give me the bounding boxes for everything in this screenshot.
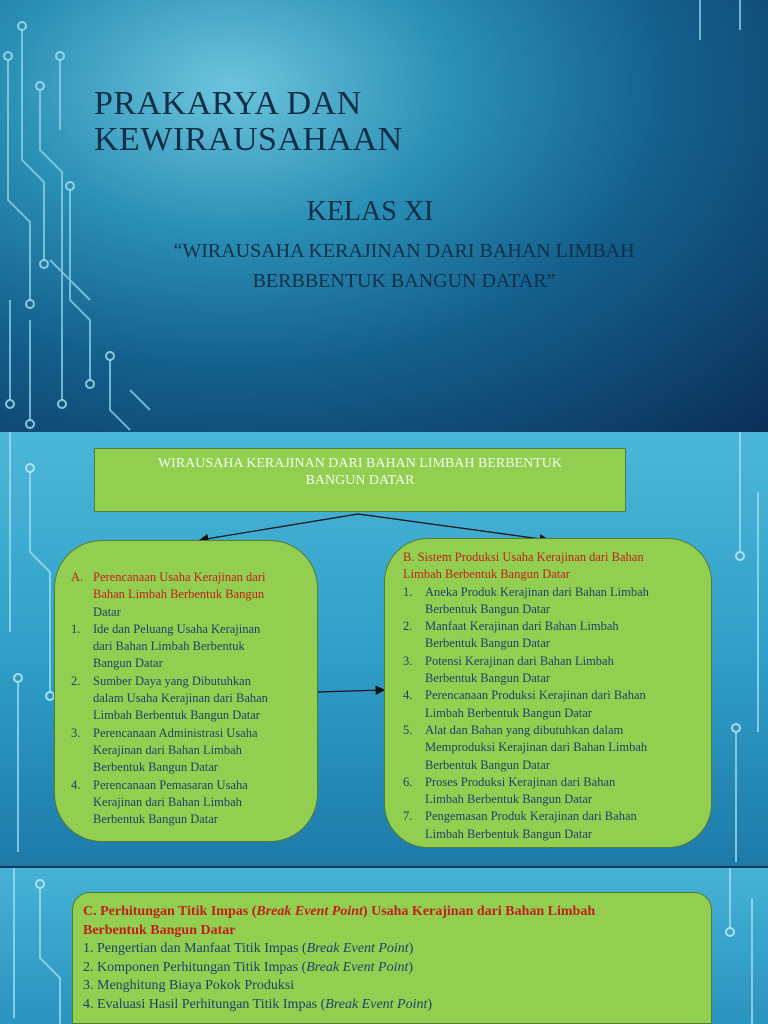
item-number: 1. [403, 584, 413, 599]
item-number: 1. [71, 621, 81, 636]
section-a-marker: A. [71, 570, 84, 584]
section-a-heading-line-2: Bahan Limbah Berbentuk Bangun [93, 587, 265, 602]
item-text: Aneka Produk Kerajinan dari Bahan Limbah [425, 584, 649, 599]
list-item [71, 673, 307, 725]
item-text: 2. Komponen Perhitungan Titik Impas ( [83, 959, 307, 975]
item-text: Limbah Berbentuk Bangun Datar [425, 826, 592, 841]
section-c-heading [83, 903, 699, 940]
item-text: Limbah Berbentuk Bangun Datar [93, 708, 260, 723]
item-text: Perencanaan Produksi Kerajinan dari Bahan [425, 688, 646, 703]
item-number: 5. [403, 722, 413, 737]
title-line-2: KEWIRAUSAHAAN [94, 121, 403, 158]
item-number: 3. [71, 725, 81, 740]
item-text: Berbentuk Bangun Datar [93, 812, 218, 827]
section-a-box [54, 540, 318, 842]
item-text: Bangun Datar [93, 656, 163, 671]
item-number: 4. [403, 688, 413, 703]
item-number: 2. [403, 619, 413, 634]
list-item [403, 774, 701, 809]
section-a-heading-line-3: Datar [93, 604, 121, 619]
section-b-heading-line-1: B. Sistem Produksi Usaha Kerajinan dari Bahan [403, 550, 644, 564]
section-c-heading-line-2: Berbentuk Bangun Datar [83, 922, 236, 938]
main-topic-line-2: BANGUN DATAR [305, 473, 415, 488]
item-emphasis: Break Event Point [306, 941, 409, 956]
section-c-heading-part: C. Perhitungan Titik Impas ( [83, 904, 257, 919]
item-text: dari Bahan Limbah Berbentuk [93, 639, 245, 654]
section-a-heading-line-1: Perencanaan Usaha Kerajinan dari [93, 570, 266, 584]
item-text: Berbentuk Bangun Datar [425, 671, 550, 686]
item-number: 7. [403, 809, 413, 824]
item-number: 2. [71, 673, 81, 688]
subtitle-line-1: “WIRAUSAHA KERAJINAN DARI BAHAN LIMBAH [173, 240, 635, 262]
section-c-heading-part: ) Usaha Kerajinan dari Bahan Limbah [362, 904, 596, 919]
list-item [71, 777, 307, 829]
list-item [83, 996, 699, 1015]
subtitle-line-2: BERBBENTUK BANGUN DATAR” [252, 270, 556, 292]
list-item [83, 940, 699, 959]
item-text: Alat dan Bahan yang dibutuhkan dalam [425, 722, 624, 737]
list-item [403, 653, 701, 688]
item-text: Perencanaan Administrasi Usaha [93, 725, 258, 740]
item-text: Sumber Daya yang Dibutuhkan [93, 673, 251, 688]
item-text: 3. Menghitung Biaya Pokok Produksi [83, 978, 295, 993]
item-text: Proses Produksi Kerajinan dari Bahan [425, 774, 616, 789]
item-text: dalam Usaha Kerajinan dari Bahan [93, 691, 268, 706]
item-text: Memproduksi Kerajinan dari Bahan Limbah [425, 740, 648, 755]
item-text: ) [408, 941, 414, 956]
list-item [403, 808, 701, 843]
list-item [403, 687, 701, 722]
title-line-1: PRAKARYA DAN [94, 85, 362, 122]
item-text: Perencanaan Pemasaran Usaha [93, 777, 248, 792]
list-item [83, 959, 699, 978]
item-number: 6. [403, 774, 413, 789]
item-text: Pengemasan Produk Kerajinan dari Bahan [425, 809, 637, 824]
item-text: ) [427, 996, 433, 1012]
item-text: Berbentuk Bangun Datar [425, 601, 550, 616]
item-number: 4. [71, 777, 81, 792]
section-a-heading [71, 569, 307, 621]
item-text: 4. Evaluasi Hasil Perhitungan Titik Impas ( [83, 996, 326, 1012]
item-number: 3. [403, 653, 413, 668]
section-b-heading-line-2: Limbah Berbentuk Bangun Datar [403, 567, 570, 582]
section-c-box [72, 892, 712, 1024]
item-text: Kerajinan dari Bahan Limbah [93, 794, 242, 809]
item-text: Limbah Berbentuk Bangun Datar [425, 792, 592, 807]
list-item [71, 725, 307, 777]
item-emphasis: Break Event Point [325, 996, 428, 1012]
list-item [83, 977, 699, 996]
list-item [403, 618, 701, 653]
item-text: ) [408, 959, 414, 975]
main-topic-line-1: WIRAUSAHA KERAJINAN DARI BAHAN LIMBAH BERBENTUK [157, 456, 563, 471]
item-text: Manfaat Kerajinan dari Bahan Limbah [425, 619, 619, 634]
list-item [403, 722, 701, 774]
item-text: Potensi Kerajinan dari Bahan Limbah [425, 653, 614, 668]
item-text: Berbentuk Bangun Datar [93, 760, 218, 775]
section-b-box [384, 538, 712, 848]
item-text: Berbentuk Bangun Datar [425, 757, 550, 772]
item-text: Kerajinan dari Bahan Limbah [93, 742, 242, 757]
section-b-heading [403, 549, 701, 584]
section-c-heading-emphasis: Break Event Point [256, 904, 363, 919]
list-item [403, 584, 701, 619]
item-text: Limbah Berbentuk Bangun Datar [425, 705, 592, 720]
item-text: Ide dan Peluang Usaha Kerajinan [93, 621, 261, 636]
item-text: 1. Pengertian dan Manfaat Titik Impas ( [83, 941, 307, 956]
class-label: KELAS XI [306, 196, 434, 227]
item-emphasis: Break Event Point [306, 959, 409, 975]
item-text: Berbentuk Bangun Datar [425, 636, 550, 651]
list-item [71, 621, 307, 673]
